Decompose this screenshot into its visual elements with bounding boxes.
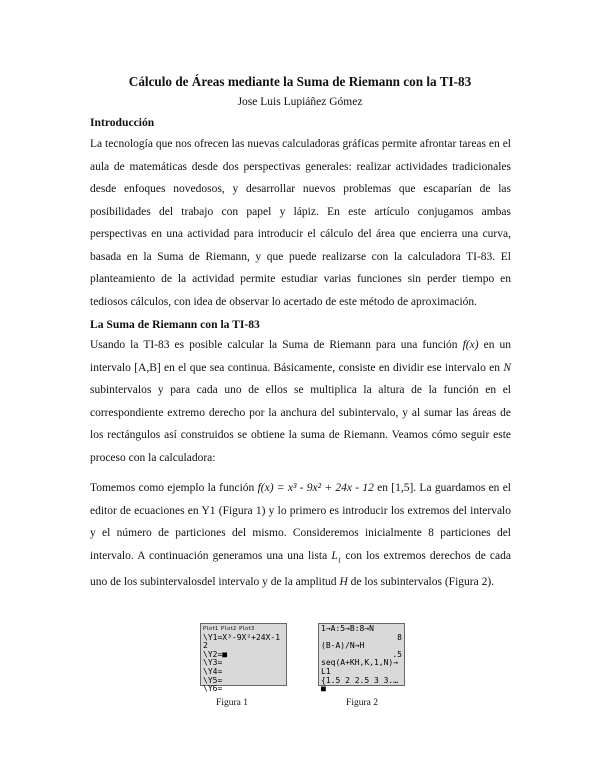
example-paragraph: Tomemos como ejemplo la función f(x) = x³ - 9x² + 24x - 12 en [1,5]. La guardamos en el editor de ecuaciones en Y1 (Figura 1) y lo primero es introducir los extremos del intervalo y el número de particiones del mismo. Consideremos inicialmente 8 particiones del intervalo. A continuación generamos una una lista $L_1$ con los extremos derechos de cada uno de los subintervalosdel intervalo y de la amplitud H de los subintervalos (Figura 2). bbox=[90, 482, 511, 589]
screen-line: seq(A+KH,K,1,N)→ bbox=[321, 658, 399, 668]
screen-line: L1 bbox=[321, 666, 331, 676]
screen-line: \Y4= bbox=[203, 666, 223, 676]
riemann-paragraph: Usando la TI-83 es posible calcular la Suma de Riemann para una función f(x) en un intervalo [A,B] en el que sea continua. Básicamente, consiste en dividir ese intervalo en N subintervalos y para cada uno de ellos se multiplica la altura de la función en el correspondiente extremo derecho por la anchura del subintervalo, y al sumar las áreas de los rectángulos así construidos se obtiene la suma de Riemann. Veamos cómo seguir este proceso con la calculadora: bbox=[90, 339, 511, 464]
screen-line: .5 bbox=[392, 649, 402, 659]
screen-line: 8 bbox=[397, 632, 402, 642]
figure-2-caption: Figura 2 bbox=[346, 698, 378, 708]
screen-line: 2 bbox=[203, 641, 208, 651]
h-symbol: H bbox=[339, 576, 348, 589]
list-symbol: $L_1$ bbox=[331, 549, 342, 564]
screen-line: \Y2=■ bbox=[203, 649, 228, 659]
screen-line: (B-A)/N→H bbox=[321, 641, 365, 651]
screen-line: \Y6= bbox=[203, 684, 223, 694]
screen-line: Plot1 Plot2 Plot3 bbox=[203, 626, 255, 632]
figure-1-caption: Figura 1 bbox=[216, 698, 248, 708]
author: Jose Luis Lupiáñez Gómez bbox=[237, 96, 363, 108]
screen-line: \Y1=X³-9X²+24X-1 bbox=[203, 632, 281, 642]
screen-line: 1→A:5→B:8→N bbox=[321, 624, 374, 633]
function-formula: f(x) = x³ - 9x² + 24x - 12 bbox=[257, 482, 374, 494]
intro-paragraph: La tecnología que nos ofrecen las nuevas calculadoras gráficas permite afrontar tareas en el aula de matemáticas desde dos perspectivas generales: realizar actividades tradicionales desde enfoques novedosos, y desarrollar nuevos problemas que escaparían de las posibilidades del trabajo con papel y lápiz. En este artículo conjugamos ambas perspectivas en una actividad para introducir el cálculo del área que encierra una curva, basada en la Suma de Riemann, y que puede realizarse con la calculadora TI-83. El planteamiento de la actividad permite estudiar varias funciones sin perder tiempo en tediosos cálculos, con idea de observar lo acertado de este método de aproximación. bbox=[90, 138, 511, 308]
screen-line: \Y5= bbox=[203, 675, 223, 685]
paper-title: Cálculo de Áreas mediante la Suma de Riemann con la TI-83 bbox=[128, 74, 472, 89]
intro-heading: Introducción bbox=[90, 116, 155, 129]
figure-2-calculator-screen bbox=[318, 623, 405, 694]
screen-line: ■ bbox=[321, 684, 326, 694]
riemann-heading: La Suma de Riemann con la TI-83 bbox=[90, 318, 260, 331]
fx-symbol: f(x) bbox=[462, 339, 479, 351]
n-symbol: N bbox=[503, 361, 511, 374]
figure-1-calculator-screen bbox=[200, 623, 287, 694]
screen-line: \Y3= bbox=[203, 658, 223, 668]
screen-line: {1.5 2 2.5 3 3.… bbox=[321, 675, 399, 685]
